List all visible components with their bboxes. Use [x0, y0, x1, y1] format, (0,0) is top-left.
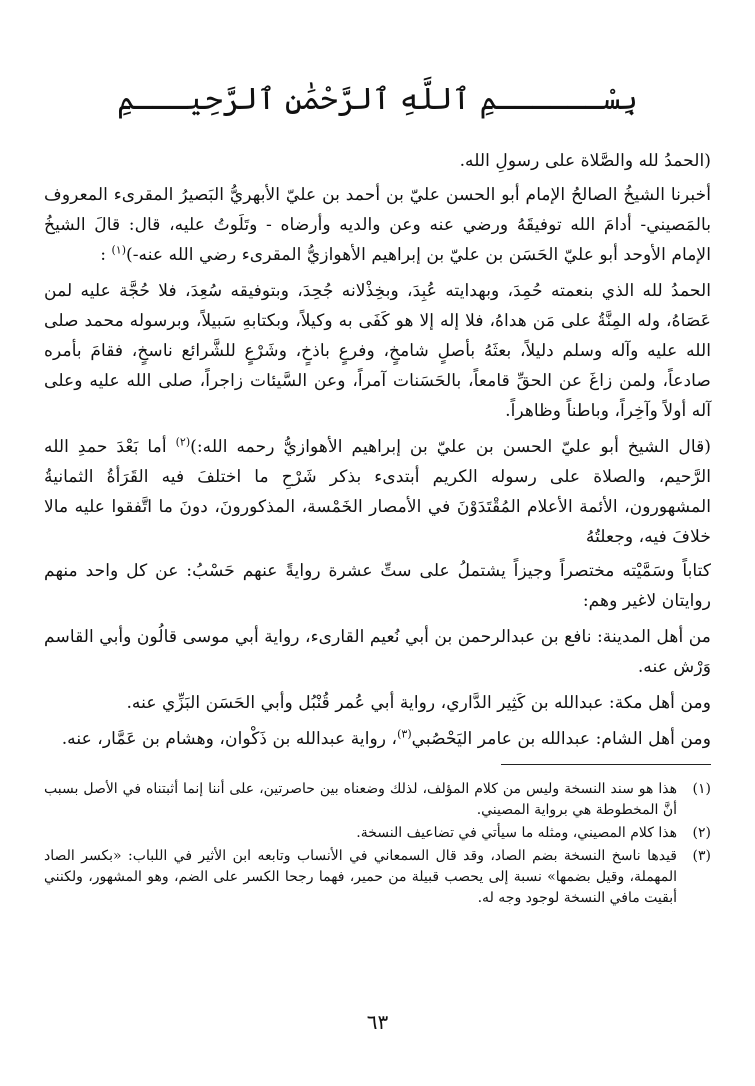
footnote-number: (٣)	[692, 848, 711, 864]
footnote-text: هذا هو سند النسخة وليس من كلام المؤلف، لذلك وضعناه بين حاصرتين، على أننا إنما أثبتناه في الأصل بسبب أنَّ المخطوطة هي برواية المصيني.	[44, 781, 677, 818]
page-number: ٦٣	[366, 1010, 389, 1034]
author-intro: (قال الشيخ أبو عليّ الحسن بن عليّ بن إبراهيم الأهوازيُّ رحمه الله:)$^{(٢)}$ أما بَعْدَ حمدِ الله الرَّحيم، والصلاة على رسوله الكريم أبتدىء بذكر شَرْحِ ما اختلفَ فيه القَرَأةُ الثمانيةُ المشهورون، الأئمة الأعلام المُقْتَدَوْنَ في الأمصار الخَمْسة، المذكورونَ، دونَ ما اتَّفقوا عليه مالا خلافَ فيه، وجعلتُهُ	[44, 435, 711, 547]
footnote-ref-2: (٢)	[175, 435, 191, 449]
makkah-readers: ومن أهل مكة: عبدالله بن كَثِير الدَّاري، رواية أبي عُمر قُنْبُل وأبي الحَسَن البَزِّي عنه.	[126, 693, 711, 713]
footnote-3	[44, 846, 711, 909]
basmala-heading: بِسْــــــمِ ٱللَّهِ ٱلرَّحْمَٰنِ ٱلرَّحِيـــمِ	[117, 82, 638, 117]
book-description: كتاباً وسَمَّيْته مختصراً وجيزاً يشتملُ على ستِّ عشرة روايةً عنهم حَسْبُ: عن كل واحد منهم روايتان لاغير وهم:	[44, 561, 711, 611]
opening-praise: (الحمدُ لله والصَّلاة على رسولِ الله.	[459, 151, 711, 171]
footnotes	[44, 779, 711, 909]
praise-paragraph: الحمدُ لله الذي بنعمته حُمِدَ، وبهدايته عُبِدَ، وبخِذْلانه جُحِدَ، وبتوفيقه سُعِدَ، فلا حُجَّة عليه لمن عَصَاهُ، وله المِنَّةُ على مَن هداهُ، فلا إله إلا هو كَفَى به وكيلاً، وبكتابهِ سَبيلاً، وبرسوله محمد صلى الله عليه وآله وسلم دليلاً، بعثَهُ بأصلٍ شامخٍ، وفرعٍ باذخٍ، وشَرْعٍ للشَّرائع ناسخٍ، فقامَ بأمره صادعاً، ولمن زاغَ عن الحقِّ قامعاً، بالحَسَنات آمراً، وعن السَّيئات زاجراً، صلى الله عليه وعلى آله أولاً وآخِراً، وباطناً وظاهراً.	[44, 281, 711, 421]
footnote-1	[44, 779, 711, 821]
footnote-2	[44, 823, 711, 844]
footnote-text: قيدها ناسخ النسخة بضم الصاد، وقد قال السمعاني في الأنساب وتابعه ابن الأثير في اللباب: «بكسر الصاد المهملة، وقيل بضمها» نسبة إلى يحصب قبيلة من حمير، فهما رجحا الكسر على الضم، وهو المشهور، ولكنني أبقيت مافي النسخة لوجود وجه له.	[44, 848, 677, 906]
main-text	[44, 146, 711, 754]
footnote-number: (١)	[692, 781, 711, 797]
chain-of-narration: أخبرنا الشيخُ الصالحُ الإمام أبو الحسن عليّ بن أحمد بن عليّ الأبهريُّ البَصيرُ المقرىء المعروف بالمَصيني- أدامَ الله توفيقَهُ ورضي عنه وعن والديه وأرضاه - وتَلَوتُ عليه، قال: قالَ الشيخُ الإمام الأوحد أبو عليّ الحَسَن بن عليّ بن إبراهيم الأهوازيُّ المقرىء رضي الله عنه-)$^{(١)}$ :	[44, 185, 711, 265]
footnote-ref-1: (١)	[111, 243, 127, 257]
sham-readers: ومن أهل الشام: عبدالله بن عامر اليَحْصُبي$^{(٣)}$، رواية عبدالله بن ذَكْوان، وهشام بن عَمَّار، عنه.	[61, 727, 711, 749]
footnote-divider	[501, 764, 711, 765]
footnote-ref-3: (٣)	[397, 727, 412, 741]
madinah-readers: من أهل المدينة: نافع بن عبدالرحمن بن أبي نُعيم القارىء، رواية أبي موسى قالُون وأبي القاسم وَرْش عنه.	[44, 627, 711, 677]
footnote-text: هذا كلام المصيني، ومثله ما سيأتي في تضاعيف النسخة.	[356, 825, 677, 841]
footnote-number: (٢)	[692, 825, 711, 841]
